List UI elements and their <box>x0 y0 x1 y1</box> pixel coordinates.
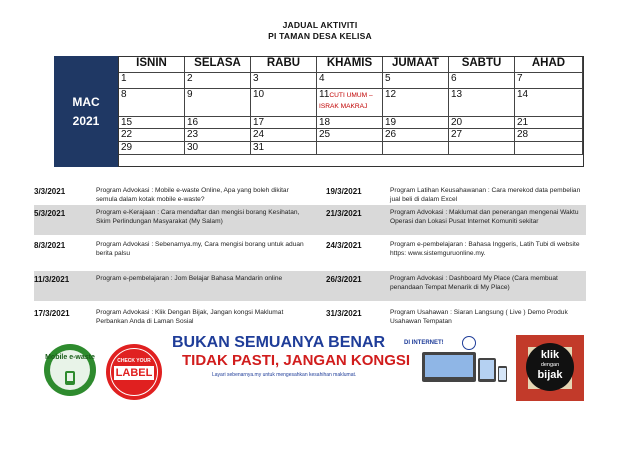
calendar-date: 2 <box>187 73 193 84</box>
banner-line3: Layari sebenarnya.my untuk mengesahkan kesahihan maklumat. <box>212 372 357 378</box>
activity-date: 3/3/2021 <box>34 187 66 196</box>
calendar-day-cell <box>383 73 449 89</box>
activity-row <box>34 237 586 267</box>
activity-date: 11/3/2021 <box>34 275 70 284</box>
sebenarnya-banner <box>172 332 512 392</box>
calendar-date: 31 <box>253 142 265 153</box>
activity-row <box>34 305 586 329</box>
devices-icon <box>416 348 508 386</box>
calendar <box>54 56 584 167</box>
calendar-date: 19 <box>385 117 397 128</box>
calendar-date: 5 <box>385 73 391 84</box>
calendar-day-cell <box>251 117 317 129</box>
calendar-day-cell <box>449 89 515 117</box>
calendar-date: 29 <box>121 142 133 153</box>
calendar-date: 15 <box>121 117 133 128</box>
calendar-date: 6 <box>451 73 457 84</box>
calendar-date: 23 <box>187 129 199 140</box>
activity-date: 24/3/2021 <box>326 241 362 250</box>
activity-date: 19/3/2021 <box>326 187 362 196</box>
activity-row <box>34 271 586 301</box>
calendar-day-cell <box>251 129 317 142</box>
calendar-date: 14 <box>517 89 529 100</box>
calendar-day-cell <box>119 89 185 117</box>
calendar-day-cell <box>251 89 317 117</box>
calendar-day-header: SABTU <box>449 57 515 73</box>
calendar-day-cell <box>185 142 251 155</box>
calendar-date: 20 <box>451 117 463 128</box>
calendar-day-header: JUMAAT <box>383 57 449 73</box>
calendar-day-cell <box>119 142 185 155</box>
klik-dengan-bijak-logo: klik dengan bijak <box>516 335 584 401</box>
calendar-day-cell <box>185 117 251 129</box>
calendar-date: 1 <box>121 73 127 84</box>
activity-row <box>34 183 586 203</box>
recycle-icon <box>62 370 78 386</box>
calendar-day-cell <box>119 117 185 129</box>
calendar-date: 25 <box>319 129 331 140</box>
calendar-day-cell <box>119 73 185 89</box>
activity-date: 31/3/2021 <box>326 309 362 318</box>
calendar-day-header: ISNIN <box>119 57 185 73</box>
activity-description: Program Usahawan : Siaran Langsung ( Live ) Demo Produk Usahawan Tempatan <box>390 309 568 326</box>
calendar-date: 30 <box>187 142 199 153</box>
calendar-day-cell <box>317 73 383 89</box>
activity-date: 8/3/2021 <box>34 241 66 250</box>
calendar-day-cell <box>317 117 383 129</box>
calendar-date: 27 <box>451 129 463 140</box>
calendar-day-cell <box>251 142 317 155</box>
banner-line1-small: DI INTERNET! <box>404 340 444 346</box>
calendar-date: 26 <box>385 129 397 140</box>
activity-date: 5/3/2021 <box>34 209 66 218</box>
calendar-date: 12 <box>385 89 397 100</box>
activity-description: Program e-pembelajaran : Bahasa Inggeris, Latih Tubi di website https: www.sistemguruonline.my. <box>390 241 580 258</box>
calendar-day-cell <box>515 117 583 129</box>
activity-description: Program Latihan Keusahawanan : Cara merekod data pembelian jual beli di dalam Excel <box>390 187 581 204</box>
mobile-ewaste-logo: Mobile e-waste <box>44 344 96 396</box>
calendar-day-cell <box>449 73 515 89</box>
calendar-grid <box>118 56 584 167</box>
activity-description: Program e-Kerajaan : Cara mendaftar dan mengisi borang Kesihatan, Skim Perlindungan Masyarakat (My Salam) <box>96 209 300 226</box>
calendar-date: 7 <box>517 73 523 84</box>
calendar-date: 3 <box>253 73 259 84</box>
calendar-date: 11 <box>319 89 330 100</box>
calendar-day-header: RABU <box>251 57 317 73</box>
calendar-day-cell <box>383 129 449 142</box>
calendar-date: 22 <box>121 129 133 140</box>
calendar-date: 24 <box>253 129 265 140</box>
activity-date: 21/3/2021 <box>326 209 362 218</box>
banner-line1: BUKAN SEMUANYA BENAR <box>172 334 386 351</box>
calendar-date: 28 <box>517 129 529 140</box>
activity-date: 26/3/2021 <box>326 275 362 284</box>
calendar-day-cell <box>515 73 583 89</box>
calendar-day-header: AHAD <box>515 57 583 73</box>
calendar-day-cell <box>449 117 515 129</box>
check-your-label-logo: CHECK YOUR LABEL <box>106 344 162 400</box>
calendar-date: 13 <box>451 89 463 100</box>
calendar-month: MAC <box>72 95 100 109</box>
calendar-day-cell <box>185 73 251 89</box>
calendar-day-header: SELASA <box>185 57 251 73</box>
mcmc-icon <box>462 336 476 350</box>
calendar-date: 10 <box>253 89 265 100</box>
activity-description: Program Advokasi : Maklumat dan penerangan mengenai Waktu Operasi dan Lokasi Pusat Internet Komuniti sekitar <box>390 209 579 226</box>
calendar-day-header: KHAMIS <box>317 57 383 73</box>
activity-description: Program Advokasi : Dashboard My Place (Cara membuat penandaan Tempat Menarik di My Place) <box>390 275 558 292</box>
banner-line2: TIDAK PASTI, JANGAN KONGSI <box>182 352 411 369</box>
calendar-date: 8 <box>121 89 127 100</box>
calendar-day-cell <box>317 89 383 117</box>
calendar-day-cell <box>383 117 449 129</box>
calendar-day-cell <box>185 129 251 142</box>
holiday-note: CUTI UMUM –ISRAK MAKRAJ <box>319 92 373 110</box>
page-title: JADUAL AKTIVITI <box>282 20 358 30</box>
calendar-day-cell <box>317 129 383 142</box>
calendar-day-cell <box>185 89 251 117</box>
calendar-day-cell <box>515 142 583 155</box>
calendar-day-cell <box>383 89 449 117</box>
calendar-year: 2021 <box>72 114 100 128</box>
activity-row <box>34 205 586 235</box>
calendar-day-cell <box>317 142 383 155</box>
calendar-day-cell <box>515 129 583 142</box>
calendar-date: 18 <box>319 117 331 128</box>
calendar-day-cell <box>515 89 583 117</box>
activity-description: Program Advokasi : Mobile e-waste Online, Apa yang boleh dikitar semula dalam kotak mobile e-waste? <box>96 187 289 204</box>
activity-date: 17/3/2021 <box>34 309 70 318</box>
activity-description: Program e-pembelajaran : Jom Belajar Bahasa Mandarin online <box>96 275 283 282</box>
activity-description: Program Advokasi : Klik Dengan Bijak, Jangan kongsi Maklumat Perbankan Anda di Laman Sosial <box>96 309 284 326</box>
calendar-date: 17 <box>253 117 265 128</box>
calendar-date: 16 <box>187 117 199 128</box>
page-subtitle: PI TAMAN DESA KELISA <box>268 31 372 41</box>
calendar-day-cell <box>383 142 449 155</box>
calendar-date: 9 <box>187 89 193 100</box>
calendar-day-cell <box>449 129 515 142</box>
activity-description: Program Advokasi : Sebenarnya.my, Cara mengisi borang untuk aduan berita palsu <box>96 241 304 258</box>
calendar-date: 21 <box>517 117 529 128</box>
calendar-day-cell <box>449 142 515 155</box>
calendar-day-cell <box>119 129 185 142</box>
calendar-day-cell <box>251 73 317 89</box>
calendar-month-block <box>54 56 118 167</box>
calendar-date: 4 <box>319 73 325 84</box>
